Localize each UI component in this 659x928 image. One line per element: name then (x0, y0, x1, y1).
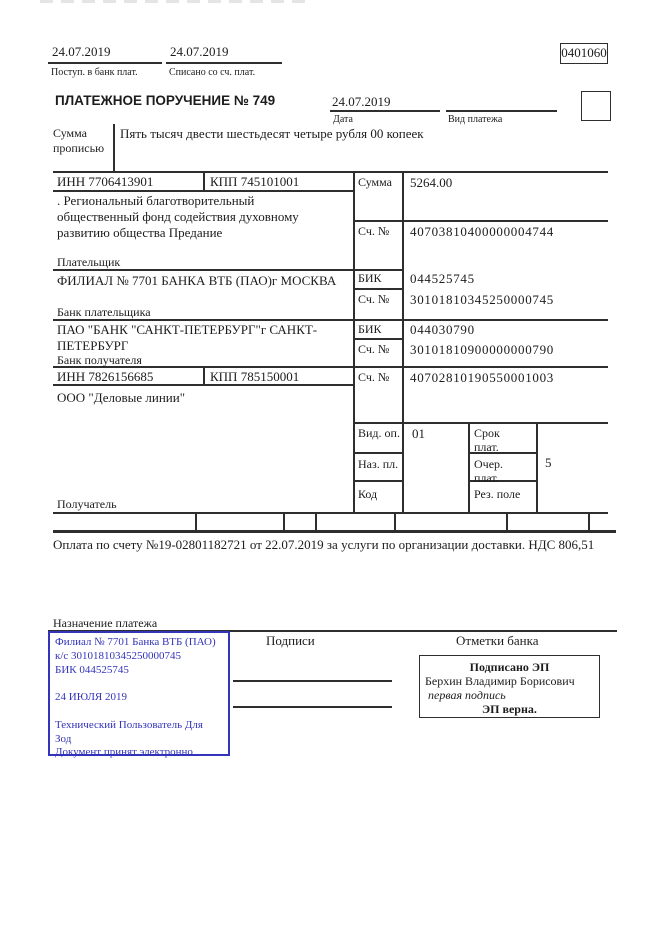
grid-line (53, 319, 608, 321)
beneficiary-inn: ИНН 7826156685 (57, 369, 154, 384)
beneficiary-bank-label: Банк получателя (57, 353, 142, 367)
grid-line (402, 171, 404, 512)
bank-marks-label: Отметки банка (456, 633, 539, 648)
account-label: Сч. № (358, 224, 390, 238)
grid-line (468, 422, 470, 512)
grid-line (283, 512, 285, 530)
priority-value: 5 (545, 455, 552, 470)
sum-value: 5264.00 (410, 175, 453, 190)
doc-date-value: 24.07.2019 (332, 94, 391, 109)
grid-line (315, 512, 317, 530)
sum-label: Сумма (358, 175, 392, 189)
grid-line (48, 62, 162, 64)
signature-line (233, 680, 392, 682)
account-label: Сч. № (358, 342, 390, 356)
grid-line (394, 512, 396, 530)
grid-line (53, 512, 608, 514)
grid-line (203, 366, 205, 384)
signature-line (233, 706, 392, 708)
bank-stamp-line: 24 ИЮЛЯ 2019 (55, 691, 127, 704)
grid-line (353, 422, 608, 424)
sum-words-label-1: Сумма (53, 126, 87, 140)
payer-bank-account: 30101810345250000745 (410, 292, 554, 307)
date-received-label: Поступ. в банк плат. (51, 67, 138, 78)
payer-inn: ИНН 7706413901 (57, 174, 154, 189)
payer-label: Плательщик (57, 255, 121, 269)
payer-name-line: развитию общества Предание (57, 225, 223, 240)
bank-stamp-line: к/с 30101810345250000745 (55, 649, 182, 662)
purpose-label: Назначение платежа (53, 616, 158, 630)
beneficiary-bank-bik: 044030790 (410, 322, 475, 337)
priority-label: Очер. плат. (474, 457, 504, 485)
grid-line (53, 384, 353, 386)
bank-stamp-line (55, 677, 223, 691)
bank-stamp-line (55, 705, 223, 719)
op-type-value: 01 (412, 426, 425, 441)
bik-label: БИК (358, 322, 382, 336)
date-debited-value: 24.07.2019 (170, 44, 229, 59)
grid-line (506, 512, 508, 530)
grid-line (353, 452, 403, 454)
bank-stamp-line: Филиал № 7701 Банка ВТБ (ПАО) (55, 636, 216, 648)
beneficiary-account: 40702810190550001003 (410, 370, 554, 385)
grid-line (53, 269, 402, 271)
payment-purpose-code-label: Наз. пл. (358, 457, 399, 471)
signatures-label: Подписи (266, 633, 315, 648)
grid-line (353, 288, 403, 290)
payment-purpose-text: Оплата по счету №19-02801182721 от 22.07.2019 за услуги по организации доставки. НДС 806,51 (53, 537, 595, 552)
bank-stamp-line: Документ принят электронно (55, 746, 193, 759)
payer-bank-name: ФИЛИАЛ № 7701 БАНКА ВТБ (ПАО)г МОСКВА (57, 273, 337, 288)
doc-date-label: Дата (333, 114, 353, 125)
beneficiary-bank-name-line: ПЕТЕРБУРГ (57, 338, 129, 353)
grid-line (353, 338, 403, 340)
account-label: Сч. № (358, 370, 390, 384)
scan-artifact (40, 0, 310, 3)
grid-line (353, 220, 608, 222)
payer-kpp: КПП 745101001 (210, 174, 300, 189)
grid-line (195, 512, 197, 530)
bik-label: БИК (358, 271, 382, 285)
grid-line (53, 530, 616, 533)
grid-line (203, 171, 205, 190)
bank-stamp-line: БИК 044525745 (55, 663, 129, 676)
code-label: Код (358, 487, 378, 501)
grid-line (53, 171, 608, 173)
beneficiary-label: Получатель (57, 497, 117, 511)
date-received-value: 24.07.2019 (52, 44, 111, 59)
reserve-field-label: Рез. поле (474, 487, 521, 501)
beneficiary-bank-name-line: ПАО "БАНК "САНКТ-ПЕТЕРБУРГ"г САНКТ- (57, 322, 318, 337)
payment-kind-label: Вид платежа (448, 114, 503, 125)
grid-line (353, 480, 403, 482)
grid-line (446, 110, 557, 112)
grid-line (330, 110, 440, 112)
form-code-box: 0401060 (560, 43, 608, 64)
beneficiary-kpp: КПП 785150001 (210, 369, 300, 384)
grid-line (588, 512, 590, 530)
payer-name-line: . Региональный благотворительный (57, 193, 255, 208)
date-debited-label: Списано со сч. плат. (169, 67, 256, 78)
document-title: ПЛАТЕЖНОЕ ПОРУЧЕНИЕ № 749 (55, 93, 276, 108)
payer-bank-bik: 044525745 (410, 271, 475, 286)
sum-words-label-2: прописью (53, 141, 105, 155)
due-date-label: Срок плат. (474, 426, 500, 454)
bank-stamp-line: Зод (55, 732, 72, 745)
esign-title: Подписано ЭП (469, 660, 550, 674)
bank-stamp-line: Технический Пользователь Для (55, 718, 203, 731)
esign-verified: ЭП верна. (482, 702, 537, 716)
payer-bank-label: Банк плательщика (57, 305, 151, 319)
payer-name-line: общественный фонд содействия духовному (57, 209, 299, 224)
bank-stamp (48, 631, 230, 759)
grid-line (166, 62, 282, 64)
grid-line (53, 190, 353, 192)
beneficiary-bank-account: 30101810900000000790 (410, 342, 554, 357)
amount-in-words: Пять тысяч двести шестьдесят четыре рубля 00 копеек (120, 126, 424, 141)
payer-account: 40703810400000004744 (410, 224, 554, 239)
beneficiary-name: ООО "Деловые линии" (57, 390, 186, 405)
grid-line (353, 171, 355, 512)
esign-stamp (419, 655, 600, 718)
op-type-label: Вид. оп. (358, 426, 400, 440)
grid-line (113, 124, 115, 171)
payment-kind-box (581, 91, 611, 121)
esign-role: первая подпись (428, 688, 506, 702)
grid-line (536, 422, 538, 512)
account-label: Сч. № (358, 292, 390, 306)
esign-signer-name: Берхин Владимир Борисович (425, 674, 575, 688)
